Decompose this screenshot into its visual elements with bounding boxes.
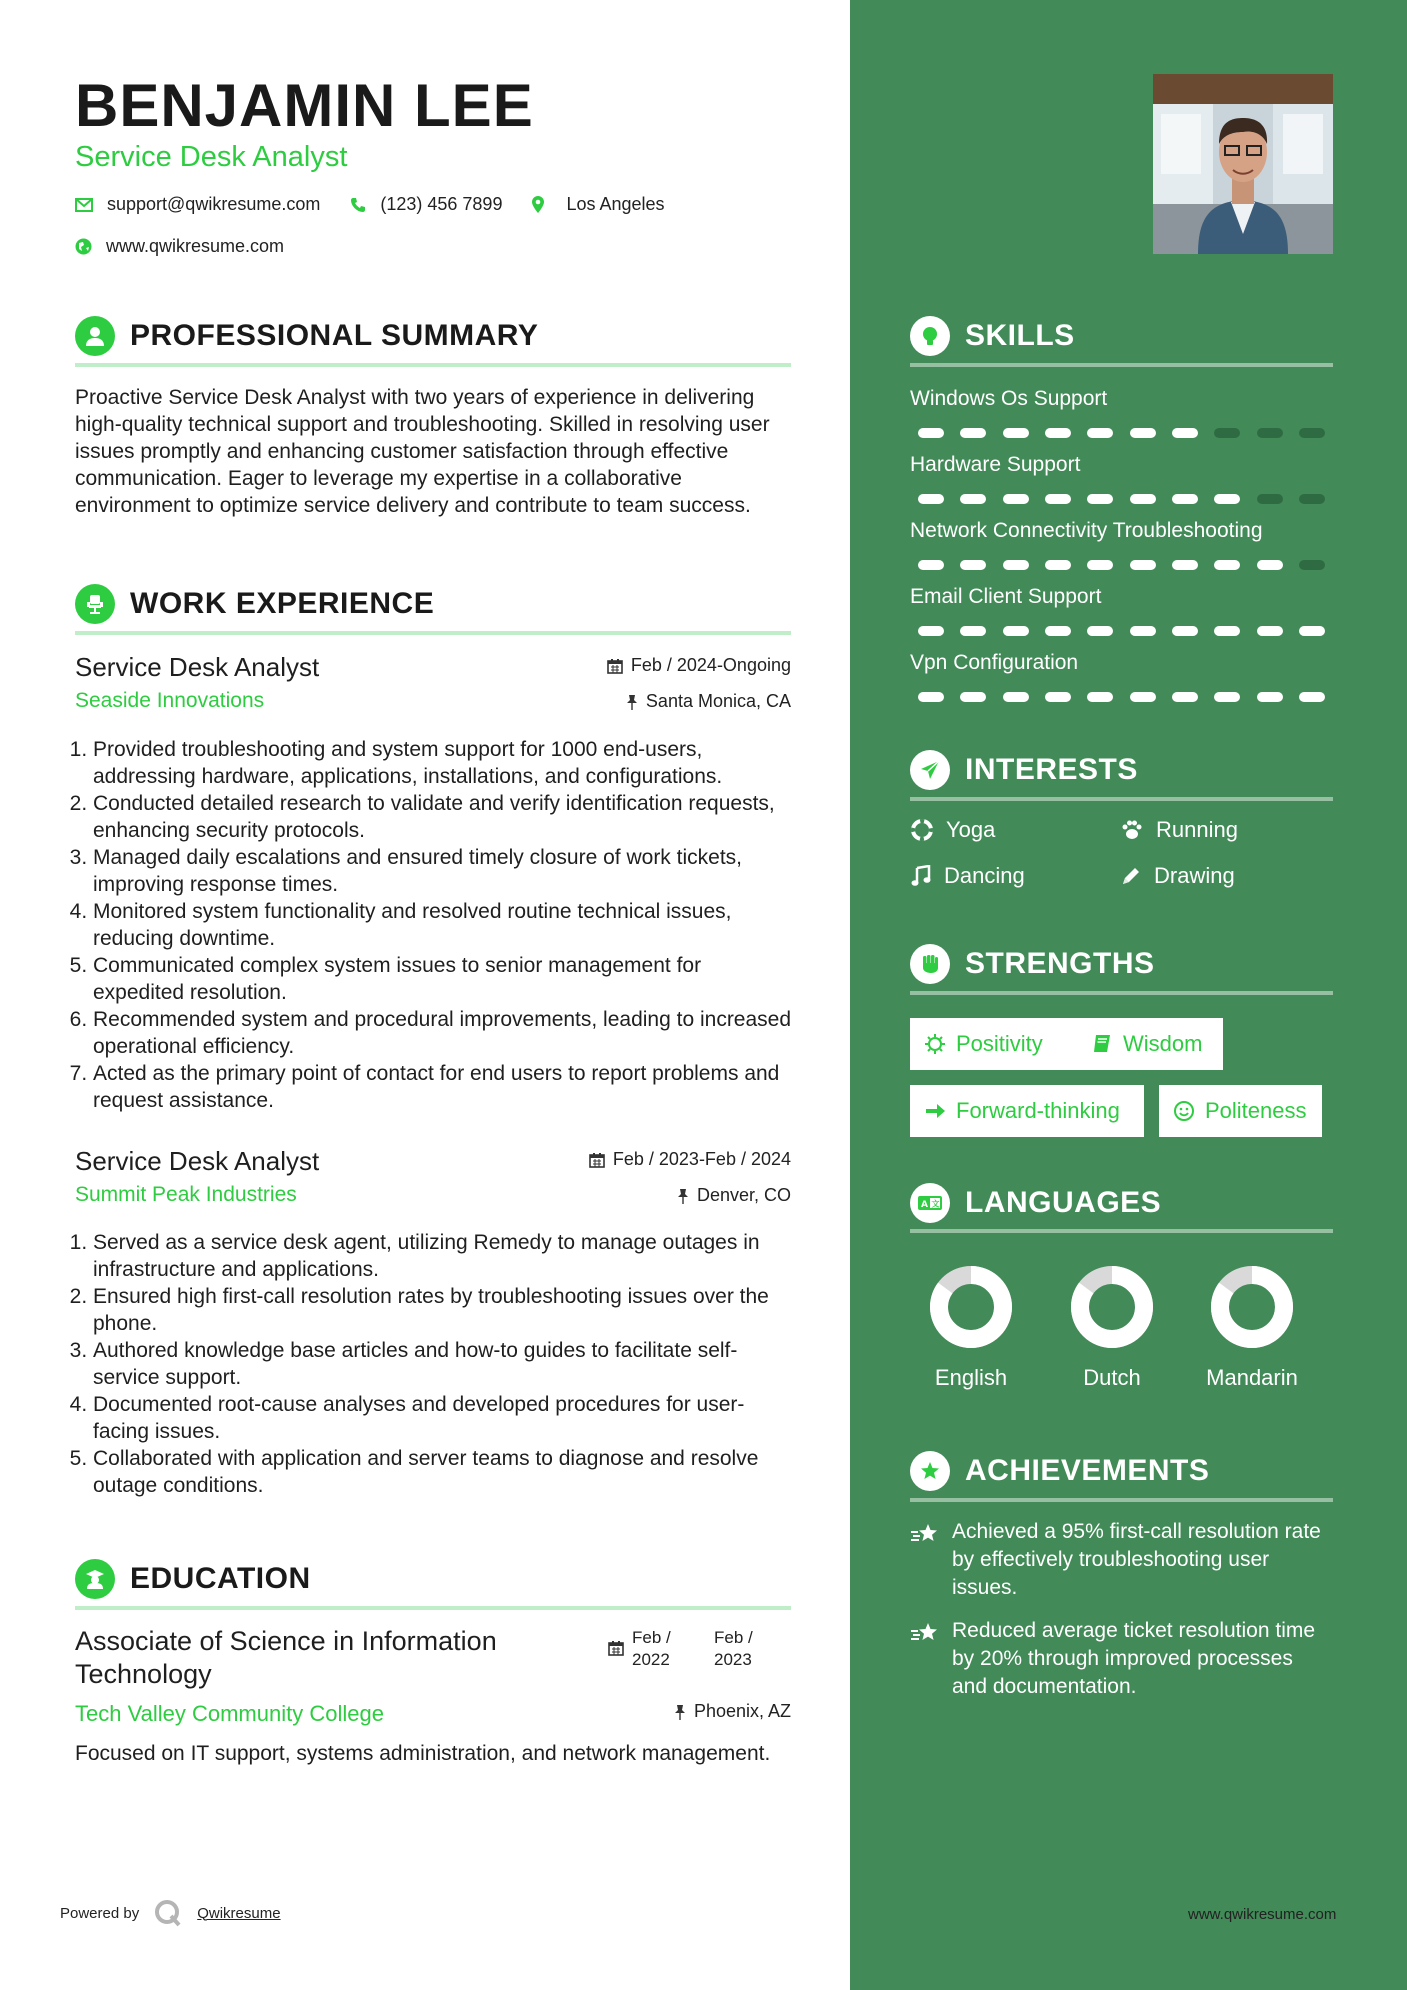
- shooting-star-icon: [910, 1522, 940, 1546]
- star-badge-icon: [919, 1460, 941, 1482]
- skill-dot: [1299, 428, 1325, 438]
- website-text: www.qwikresume.com: [106, 236, 285, 256]
- skill-dot: [1172, 692, 1198, 702]
- language-name: Mandarin: [1206, 1365, 1298, 1390]
- skill-dot: [1299, 494, 1325, 504]
- skill-dot: [1257, 626, 1283, 636]
- brand-link[interactable]: Qwikresume: [197, 1904, 281, 1922]
- calendar-icon: [608, 1640, 624, 1656]
- sidebar: [850, 0, 1407, 1990]
- skill-dot: [960, 494, 986, 504]
- pencil-icon: [1120, 865, 1142, 887]
- summary-text: Proactive Service Desk Analyst with two years of experience in delivering high-quality technical support and troubleshooting. Skilled in resolving user issues promptly and enhancing customer satisfaction through effective communication. Eager to leverage my expertise in a collaborative environment to optimize service delivery and contribute to team success.: [75, 386, 770, 517]
- strength-label: Forward-thinking: [956, 1098, 1120, 1123]
- skill-rating: [910, 626, 1333, 636]
- pushpin-icon: [674, 1704, 686, 1720]
- skill-dot: [1130, 692, 1156, 702]
- interest-item: [910, 817, 995, 843]
- skill-rating: [910, 560, 1333, 570]
- skill-name: Email Client Support: [910, 585, 1102, 608]
- skill-dot: [1130, 494, 1156, 504]
- skill-dot: [1172, 428, 1198, 438]
- school-name: Tech Valley Community College: [75, 1701, 384, 1726]
- calendar-icon: [589, 1152, 605, 1168]
- skill-dot: [1257, 428, 1283, 438]
- list-item: 4. Documented root-cause analyses and developed procedures for user-facing issues.: [93, 1391, 795, 1445]
- lightbulb-icon: [919, 325, 941, 347]
- job-location-text: Santa Monica, CA: [645, 691, 791, 711]
- interest-item: [1120, 817, 1238, 843]
- skill-dot: [1087, 692, 1113, 702]
- skill-dot: [1045, 692, 1071, 702]
- strength-label: Politeness: [1205, 1098, 1307, 1123]
- skill-dot: [1299, 626, 1325, 636]
- skill-dot: [918, 626, 944, 636]
- education-location: [674, 1701, 791, 1722]
- skill-dot: [918, 560, 944, 570]
- skill-name: Hardware Support: [910, 453, 1081, 476]
- interest-item: [1120, 863, 1235, 889]
- experience-badge: [75, 584, 115, 624]
- profile-photo-image: [1153, 74, 1333, 254]
- globe-icon: [75, 238, 92, 255]
- powered-by: [60, 1898, 281, 1928]
- svg-text:A: A: [921, 1200, 928, 1210]
- achievements-title: ACHIEVEMENTS: [965, 1454, 1210, 1487]
- contact-website[interactable]: [75, 236, 284, 257]
- skill-dot: [1003, 494, 1029, 504]
- language-name: Dutch: [1083, 1365, 1141, 1390]
- language-donut: [1070, 1265, 1154, 1349]
- interest-label: Dancing: [944, 863, 1025, 888]
- strength-tag: [1159, 1085, 1322, 1137]
- pushpin-icon: [626, 694, 638, 710]
- list-item: 2. Ensured high first-call resolution rates by troubleshooting issues over the phone.: [93, 1283, 795, 1337]
- contact-email[interactable]: [75, 194, 320, 215]
- education-end: Feb / 2023: [714, 1628, 753, 1669]
- map-pin-icon: [532, 196, 544, 213]
- job-company: Summit Peak Industries: [75, 1183, 297, 1206]
- job-location: [626, 691, 791, 712]
- skill-name: Network Connectivity Troubleshooting: [910, 519, 1263, 542]
- strengths-title: STRENGTHS: [965, 947, 1155, 980]
- skill-dot: [1257, 692, 1283, 702]
- language-donut: [929, 1265, 1013, 1349]
- contact-location: [532, 194, 664, 215]
- skills-heading: [910, 316, 1075, 356]
- job-dates-text: Feb / 2024-Ongoing: [630, 655, 791, 675]
- profile-photo: [1153, 74, 1333, 254]
- skill-dot: [1214, 428, 1240, 438]
- skill-item: [910, 584, 1333, 610]
- job-dates: [589, 1149, 791, 1170]
- interests-heading: [910, 750, 1138, 790]
- education-dates: [608, 1627, 784, 1671]
- summary-badge: [75, 316, 115, 356]
- skill-name: Windows Os Support: [910, 387, 1108, 410]
- smile-icon: [1173, 1100, 1195, 1122]
- skill-dot: [1299, 560, 1325, 570]
- job-title: Service Desk Analyst: [75, 1146, 320, 1176]
- strengths-heading: [910, 944, 1155, 984]
- degree-title: Associate of Science in Information Technology: [75, 1626, 497, 1689]
- skill-dot: [1045, 560, 1071, 570]
- phone-text: (123) 456 7899: [380, 194, 503, 214]
- skill-item: [910, 452, 1333, 478]
- skill-dot: [1003, 692, 1029, 702]
- qwikresume-logo-icon: [153, 1898, 183, 1928]
- achievements-divider: [910, 1498, 1333, 1502]
- skill-dot: [960, 626, 986, 636]
- skill-dot: [1130, 626, 1156, 636]
- job-company: Seaside Innovations: [75, 689, 265, 712]
- language-name: English: [934, 1365, 1008, 1390]
- skill-item: [910, 518, 1333, 544]
- skill-item: [910, 386, 1333, 412]
- strength-tag: [1077, 1018, 1223, 1070]
- skill-dot: [1087, 626, 1113, 636]
- skills-title: SKILLS: [965, 319, 1075, 352]
- strengths-badge: [910, 944, 950, 984]
- arrow-right-icon: [924, 1100, 946, 1122]
- achievements-badge: [910, 1451, 950, 1491]
- language-item: [1192, 1265, 1312, 1405]
- achievement-text: Achieved a 95% first-call resolution rate by effectively troubleshooting user issues.: [952, 1520, 1321, 1599]
- email-text: support@qwikresume.com: [107, 194, 321, 214]
- skill-dot: [960, 428, 986, 438]
- list-item: 7. Acted as the primary point of contact for end users to report problems and request assistance.: [93, 1060, 795, 1114]
- skill-dot: [1257, 494, 1283, 504]
- interests-title: INTERESTS: [965, 753, 1138, 786]
- summary-title: PROFESSIONAL SUMMARY: [130, 319, 539, 352]
- skill-name: Vpn Configuration: [910, 651, 1079, 674]
- summary-divider: [75, 363, 791, 367]
- book-icon: [1091, 1033, 1113, 1055]
- skill-dot: [918, 692, 944, 702]
- education-badge: [75, 1559, 115, 1599]
- education-description: Focused on IT support, systems administration, and network management.: [75, 1742, 771, 1765]
- phone-icon: [350, 197, 366, 213]
- skill-dot: [1214, 692, 1240, 702]
- calendar-icon: [607, 658, 623, 674]
- contact-phone[interactable]: [350, 194, 502, 215]
- list-item: 6. Recommended system and procedural improvements, leading to increased operational efficiency.: [93, 1006, 795, 1060]
- skill-rating: [910, 428, 1333, 438]
- languages-badge: [910, 1183, 950, 1223]
- skill-dot: [1299, 692, 1325, 702]
- skill-dot: [1003, 560, 1029, 570]
- achievement-item: [910, 1617, 1333, 1701]
- strengths-divider: [910, 991, 1333, 995]
- translate-icon: [917, 1193, 943, 1213]
- music-note-icon: [910, 865, 932, 887]
- list-item: 1. Served as a service desk agent, utilizing Remedy to manage outages in infrastructure and applications.: [93, 1229, 795, 1283]
- language-item: [1052, 1265, 1172, 1405]
- list-item: 1. Provided troubleshooting and system support for 1000 end-users, addressing hardware, applications, installations, and configurations.: [93, 736, 795, 790]
- interests-divider: [910, 797, 1333, 801]
- language-item: [911, 1265, 1031, 1405]
- education-heading: [75, 1559, 311, 1599]
- skill-dot: [1257, 560, 1283, 570]
- graduate-icon: [84, 1568, 106, 1590]
- skills-divider: [910, 363, 1333, 367]
- skill-dot: [1130, 560, 1156, 570]
- skill-dot: [1045, 494, 1071, 504]
- user-icon: [84, 325, 106, 347]
- contact-row-2: [75, 236, 314, 257]
- svg-text:文: 文: [931, 1199, 940, 1209]
- education-start: Feb / 2022: [632, 1628, 671, 1669]
- strength-tag: [910, 1018, 1077, 1070]
- list-item: 5. Communicated complex system issues to senior management for expedited resolution.: [93, 952, 795, 1006]
- education-location-text: Phoenix, AZ: [693, 1701, 791, 1721]
- skill-dot: [960, 692, 986, 702]
- candidate-role: Service Desk Analyst: [75, 141, 348, 173]
- footer-website[interactable]: www.qwikresume.com: [1188, 1906, 1337, 1923]
- office-chair-icon: [84, 593, 106, 615]
- list-item: 3. Managed daily escalations and ensured timely closure of work tickets, improving response times.: [93, 844, 795, 898]
- education-divider: [75, 1606, 791, 1610]
- skill-dot: [918, 494, 944, 504]
- experience-heading: [75, 584, 434, 624]
- lifebuoy-icon: [910, 818, 934, 842]
- pushpin-icon: [677, 1188, 689, 1204]
- skill-dot: [1130, 428, 1156, 438]
- summary-heading: [75, 316, 538, 356]
- achievement-item: [910, 1518, 1333, 1602]
- skill-dot: [1045, 626, 1071, 636]
- interests-badge: [910, 750, 950, 790]
- fist-icon: [919, 953, 941, 975]
- languages-title: LANGUAGES: [965, 1186, 1162, 1219]
- skill-dot: [1087, 560, 1113, 570]
- skill-dot: [1045, 428, 1071, 438]
- job-location-text: Denver, CO: [696, 1185, 791, 1205]
- list-item: 2. Conducted detailed research to validate and verify identification requests, enhancing security protocols.: [93, 790, 795, 844]
- contact-row: [75, 194, 695, 215]
- skill-dot: [960, 560, 986, 570]
- list-item: 5. Collaborated with application and server teams to diagnose and resolve outage conditions.: [93, 1445, 795, 1499]
- education-title: EDUCATION: [130, 1562, 311, 1595]
- strength-tag: [910, 1085, 1144, 1137]
- candidate-name: BENJAMIN LEE: [75, 72, 534, 139]
- skill-rating: [910, 494, 1333, 504]
- experience-divider: [75, 631, 791, 635]
- list-item: 4. Monitored system functionality and resolved routine technical issues, reducing downtime.: [93, 898, 795, 952]
- skill-dot: [1214, 494, 1240, 504]
- skill-dot: [1172, 626, 1198, 636]
- paw-icon: [1120, 818, 1144, 842]
- paper-plane-icon: [919, 759, 941, 781]
- job-location: [677, 1185, 791, 1206]
- powered-by-label: Powered by: [60, 1904, 140, 1922]
- skill-dot: [1087, 428, 1113, 438]
- achievements-heading: [910, 1451, 1209, 1491]
- strength-label: Wisdom: [1123, 1031, 1203, 1056]
- experience-title: WORK EXPERIENCE: [130, 587, 435, 620]
- shooting-star-icon: [910, 1621, 940, 1645]
- job-bullets: [75, 736, 795, 1114]
- job-dates: [607, 655, 791, 676]
- job-bullets: [75, 1229, 795, 1499]
- location-text: Los Angeles: [566, 194, 665, 214]
- skill-dot: [1172, 560, 1198, 570]
- interest-item: [910, 863, 1025, 889]
- languages-heading: [910, 1183, 1161, 1223]
- achievement-text: Reduced average ticket resolution time by 20% through improved processes and documentation.: [952, 1619, 1316, 1698]
- skill-item: [910, 650, 1333, 676]
- interest-label: Yoga: [946, 817, 996, 842]
- skill-dot: [1214, 626, 1240, 636]
- job-title: Service Desk Analyst: [75, 652, 320, 682]
- language-donut: [1210, 1265, 1294, 1349]
- languages-divider: [910, 1229, 1333, 1233]
- interest-label: Running: [1156, 817, 1238, 842]
- skill-dot: [1087, 494, 1113, 504]
- strength-label: Positivity: [956, 1031, 1043, 1056]
- list-item: 3. Authored knowledge base articles and how-to guides to facilitate self-service support.: [93, 1337, 795, 1391]
- envelope-icon: [75, 198, 93, 212]
- interest-label: Drawing: [1154, 863, 1235, 888]
- skill-dot: [918, 428, 944, 438]
- sun-icon: [924, 1033, 946, 1055]
- skill-dot: [1172, 494, 1198, 504]
- skill-dot: [1003, 626, 1029, 636]
- skill-rating: [910, 692, 1333, 702]
- job-dates-text: Feb / 2023-Feb / 2024: [612, 1149, 791, 1169]
- skills-badge: [910, 316, 950, 356]
- skill-dot: [1214, 560, 1240, 570]
- skill-dot: [1003, 428, 1029, 438]
